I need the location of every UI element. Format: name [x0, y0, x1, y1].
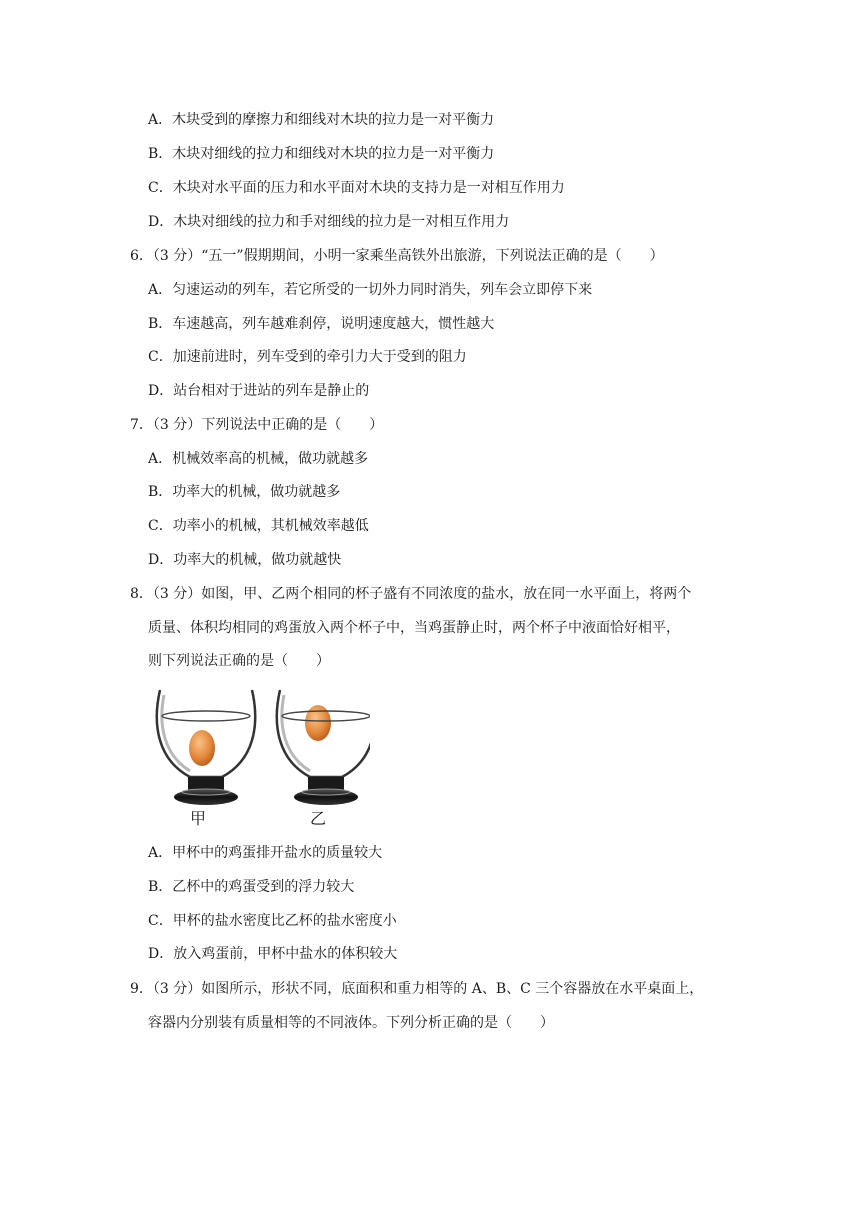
q8-stem-line-2: 质量、体积均相同的鸡蛋放入两个杯子中，当鸡蛋静止时，两个杯子中液面恰好相平， — [148, 620, 680, 636]
two-cups-eggs-figure — [150, 685, 370, 830]
q6-option-d: D．站台相对于进站的列车是静止的 — [148, 383, 370, 399]
q5-option-b: B．木块对细线的拉力和细线对木块的拉力是一对平衡力 — [148, 146, 495, 162]
cup-jia — [157, 690, 255, 805]
q6-option-c: C．加速前进时，列车受到的牵引力大于受到的阻力 — [148, 349, 467, 365]
q6-option-a: A．匀速运动的列车，若它所受的一切外力同时消失，列车会立即停下来 — [148, 282, 593, 298]
q8-option-a: A．甲杯中的鸡蛋排开盐水的质量较大 — [148, 845, 383, 861]
q8-option-c: C．甲杯的盐水密度比乙杯的盐水密度小 — [148, 913, 397, 929]
q7-option-d: D．功率大的机械，做功就越快 — [148, 552, 342, 568]
q7-option-c: C．功率小的机械，其机械效率越低 — [148, 518, 369, 534]
q8-stem-line-1: 8．（3 分）如图，甲、乙两个相同的杯子盛有不同浓度的盐水，放在同一水平面上，将两个 — [130, 586, 692, 602]
figure-label-yi: 乙 — [310, 809, 327, 828]
q9-stem-line-2: 容器内分别装有质量相等的不同液体。下列分析正确的是（ ） — [148, 1015, 554, 1031]
q7-option-a: A．机械效率高的机械，做功就越多 — [148, 451, 369, 467]
figure-label-jia: 甲 — [190, 809, 207, 828]
q7-option-b: B．功率大的机械，做功就越多 — [148, 484, 341, 500]
q5-option-c: C．木块对水平面的压力和水平面对木块的支持力是一对相互作用力 — [148, 180, 565, 196]
q8-option-d: D．放入鸡蛋前，甲杯中盐水的体积较大 — [148, 946, 398, 962]
q7-stem: 7．（3 分）下列说法中正确的是（ ） — [130, 417, 384, 433]
q8-stem-line-3: 则下列说法正确的是（ ） — [148, 653, 330, 669]
q9-stem-line-1: 9．（3 分）如图所示，形状不同，底面积和重力相等的 A、B、C 三个容器放在水平桌面上， — [130, 981, 704, 997]
q6-option-b: B．车速越高，列车越难刹停，说明速度越大，惯性越大 — [148, 316, 495, 332]
q8-option-b: B．乙杯中的鸡蛋受到的浮力较大 — [148, 879, 355, 895]
q5-option-a: A．木块受到的摩擦力和细线对木块的拉力是一对平衡力 — [148, 112, 495, 128]
q5-option-d: D．木块对细线的拉力和手对细线的拉力是一对相互作用力 — [148, 214, 510, 230]
cup-yi — [277, 690, 370, 805]
q6-stem: 6．（3 分）“五一”假期期间，小明一家乘坐高铁外出旅游，下列说法正确的是（ ） — [130, 248, 664, 264]
egg-jia — [189, 730, 215, 766]
